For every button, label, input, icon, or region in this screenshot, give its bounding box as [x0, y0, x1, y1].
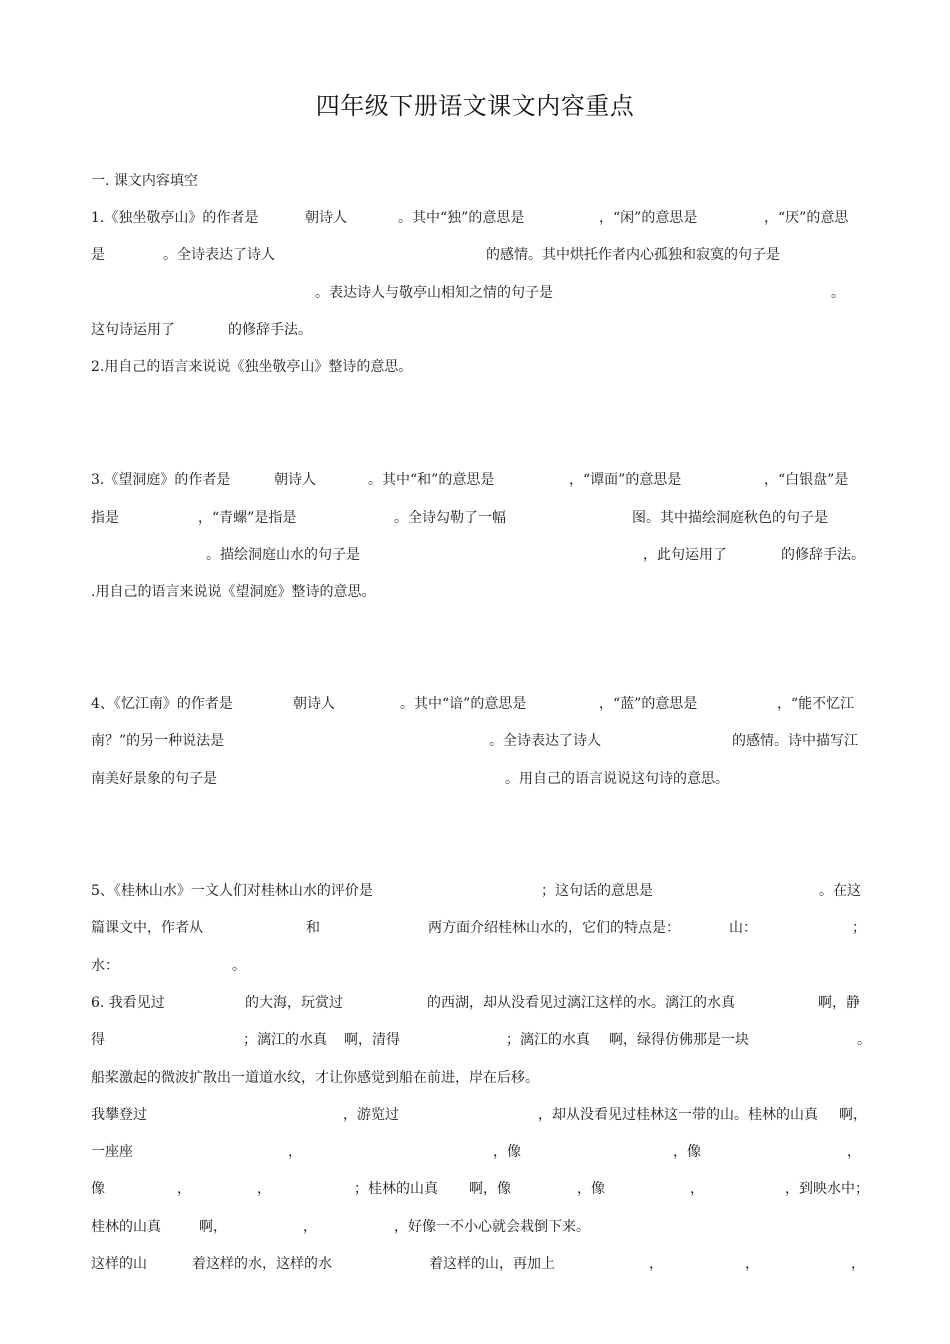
- q6-line-1-text: 的西湖，却从没看见过漓江这样的水。漓江的水真: [427, 995, 735, 1011]
- q3-question: .用自己的语言来说说《望洞庭》整诗的意思。: [91, 584, 376, 600]
- q6-line-8-text: 着这样的水，这样的水: [192, 1256, 332, 1272]
- q4-line-3-text: 。用自己的语言说说这句诗的意思。: [505, 771, 729, 787]
- q1-line-2-text: 的感情。其中烘托作者内心孤独和寂寞的句子是: [486, 247, 780, 263]
- q6-line-5-text: ，: [847, 1144, 861, 1160]
- q6-line-5-text: ，像: [673, 1144, 701, 1160]
- q4-line-2-text: 的感情。诗中描写江: [732, 733, 858, 749]
- q1-line-1-text: 朝诗人: [305, 210, 347, 226]
- q6-line-8-text: 着这样的山，再加上: [429, 1256, 555, 1272]
- q4-line-2-text: 。全诗表达了诗人: [489, 733, 601, 749]
- q3-line-2-text: 。全诗勾勒了一幅: [394, 510, 506, 526]
- q5-line-1-text: ；这句话的意思是: [541, 883, 653, 899]
- q4-line-1-text: ，“能不忆江: [777, 696, 855, 712]
- q4-line-1-text: 。其中“谙”的意思是: [400, 696, 527, 712]
- q6-line-2-text: 得: [91, 1032, 105, 1048]
- q5-line-2-text: 和: [306, 920, 320, 936]
- q5-line-2-text: 山：: [729, 920, 757, 936]
- q3-line-2-text: 指是: [91, 510, 119, 526]
- q5-line-3-text: 。: [232, 958, 246, 974]
- q3-line-2-text: ，“青螺”是指是: [198, 510, 297, 526]
- q6-line-6-text: 像: [91, 1181, 105, 1197]
- q6-line-6-text: ，到映水中；: [785, 1181, 869, 1197]
- q6-line-6-text: ，: [177, 1181, 191, 1197]
- q1-line-1-text: ，“厌”的意思: [764, 210, 849, 226]
- q4-line-1-text: 朝诗人: [293, 696, 335, 712]
- q4-line-2-text: 南？”的另一种说法是: [91, 733, 225, 749]
- q5-line-1-text: 5、《桂林山水》一文人们对桂林山水的评价是: [91, 883, 373, 899]
- q4-line-3-text: 南美好景象的句子是: [91, 771, 217, 787]
- q4-line-1-text: 4、《忆江南》的作者是: [91, 696, 233, 712]
- q6-line-1-text: 的大海，玩赏过: [245, 995, 343, 1011]
- q1-line-2-text: 是: [91, 247, 105, 263]
- q6-line-8-text: ，: [649, 1256, 663, 1272]
- q1-line-1-text: 。其中“独”的意思是: [398, 210, 525, 226]
- q6-line-4-text: ，游览过: [343, 1107, 399, 1123]
- q5-line-2-text: ；: [852, 920, 866, 936]
- q6-line-5-text: 一座座: [91, 1144, 133, 1160]
- q1-line-3-text: 。表达诗人与敬亭山相知之情的句子是: [315, 285, 553, 301]
- q6-line-2-text: 啊，清得: [344, 1032, 400, 1048]
- q6-line-1-text: 啊，静: [818, 995, 860, 1011]
- q5-line-3-text: 水：: [91, 958, 119, 974]
- q6-line-2-text: 。: [857, 1032, 871, 1048]
- q1-line-1-text: 1.《独坐敬亭山》的作者是: [91, 210, 259, 226]
- q6-line-7-text: 啊，: [199, 1219, 227, 1235]
- q6-line-7-text: ，好像一不小心就会栽倒下来。: [394, 1219, 590, 1235]
- q6-line-6-text: ；桂林的山真: [354, 1181, 438, 1197]
- q6-line-6-text: ，: [690, 1181, 704, 1197]
- section-heading: 一. 课文内容填空: [91, 173, 198, 189]
- q4-line-1-text: ，“蓝”的意思是: [599, 696, 698, 712]
- q6-line-3: 船桨激起的微波扩散出一道道水纹，才让你感觉到船在前进，岸在后移。: [91, 1070, 539, 1086]
- q6-line-5-text: ，: [288, 1144, 302, 1160]
- q3-line-1-text: 朝诗人: [274, 472, 316, 488]
- q1-line-2-text: 。全诗表达了诗人: [163, 247, 275, 263]
- q6-line-8-text: ，: [745, 1256, 759, 1272]
- q3-line-3-text: 。描绘洞庭山水的句子是: [206, 547, 360, 563]
- q5-line-2-text: 两方面介绍桂林山水的，它们的特点是：: [428, 920, 680, 936]
- q1-line-1-text: ，“闲”的意思是: [599, 210, 698, 226]
- q3-line-3-text: ，此句运用了: [643, 547, 727, 563]
- q6-line-8-text: ，: [851, 1256, 865, 1272]
- q6-line-6-text: ，像: [577, 1181, 605, 1197]
- q6-line-5-text: ，像: [493, 1144, 521, 1160]
- q6-line-7-text: ，: [303, 1219, 317, 1235]
- q6-line-1-text: 6. 我看见过: [91, 995, 165, 1011]
- q1-line-4-text: 的修辞手法。: [228, 322, 312, 338]
- q3-line-1-text: 。其中“和”的意思是: [368, 472, 495, 488]
- q2-question: 2.用自己的语言来说说《独坐敬亭山》整诗的意思。: [91, 359, 413, 375]
- q6-line-2-text: 啊，绿得仿佛那是一块: [609, 1032, 749, 1048]
- q5-line-2-text: 篇课文中，作者从: [91, 920, 203, 936]
- q6-line-6-text: ，: [257, 1181, 271, 1197]
- q3-line-2-text: 图。其中描绘洞庭秋色的句子是: [632, 510, 828, 526]
- q6-line-2-text: ；漓江的水真: [243, 1032, 327, 1048]
- q1-line-4-text: 这句诗运用了: [91, 322, 175, 338]
- q6-line-2-text: ；漓江的水真: [506, 1032, 590, 1048]
- q3-line-3-text: 的修辞手法。: [781, 547, 865, 563]
- q6-line-4-text: ，却从没看见过桂林这一带的山。桂林的山真: [538, 1107, 818, 1123]
- q3-line-1-text: ，“谭面”的意思是: [569, 472, 682, 488]
- q6-line-4-text: 我攀登过: [91, 1107, 147, 1123]
- q1-line-3-text: 。: [831, 285, 845, 301]
- q6-line-8-text: 这样的山: [91, 1256, 147, 1272]
- page-title: 四年级下册语文课文内容重点: [315, 92, 635, 120]
- q3-line-1-text: 3.《望洞庭》的作者是: [91, 472, 231, 488]
- q3-line-1-text: ，“白银盘”是: [764, 472, 849, 488]
- q5-line-1-text: 。在这: [819, 883, 861, 899]
- q6-line-4-text: 啊，: [839, 1107, 867, 1123]
- q6-line-7-text: 桂林的山真: [91, 1219, 161, 1235]
- q6-line-6-text: 啊，像: [469, 1181, 511, 1197]
